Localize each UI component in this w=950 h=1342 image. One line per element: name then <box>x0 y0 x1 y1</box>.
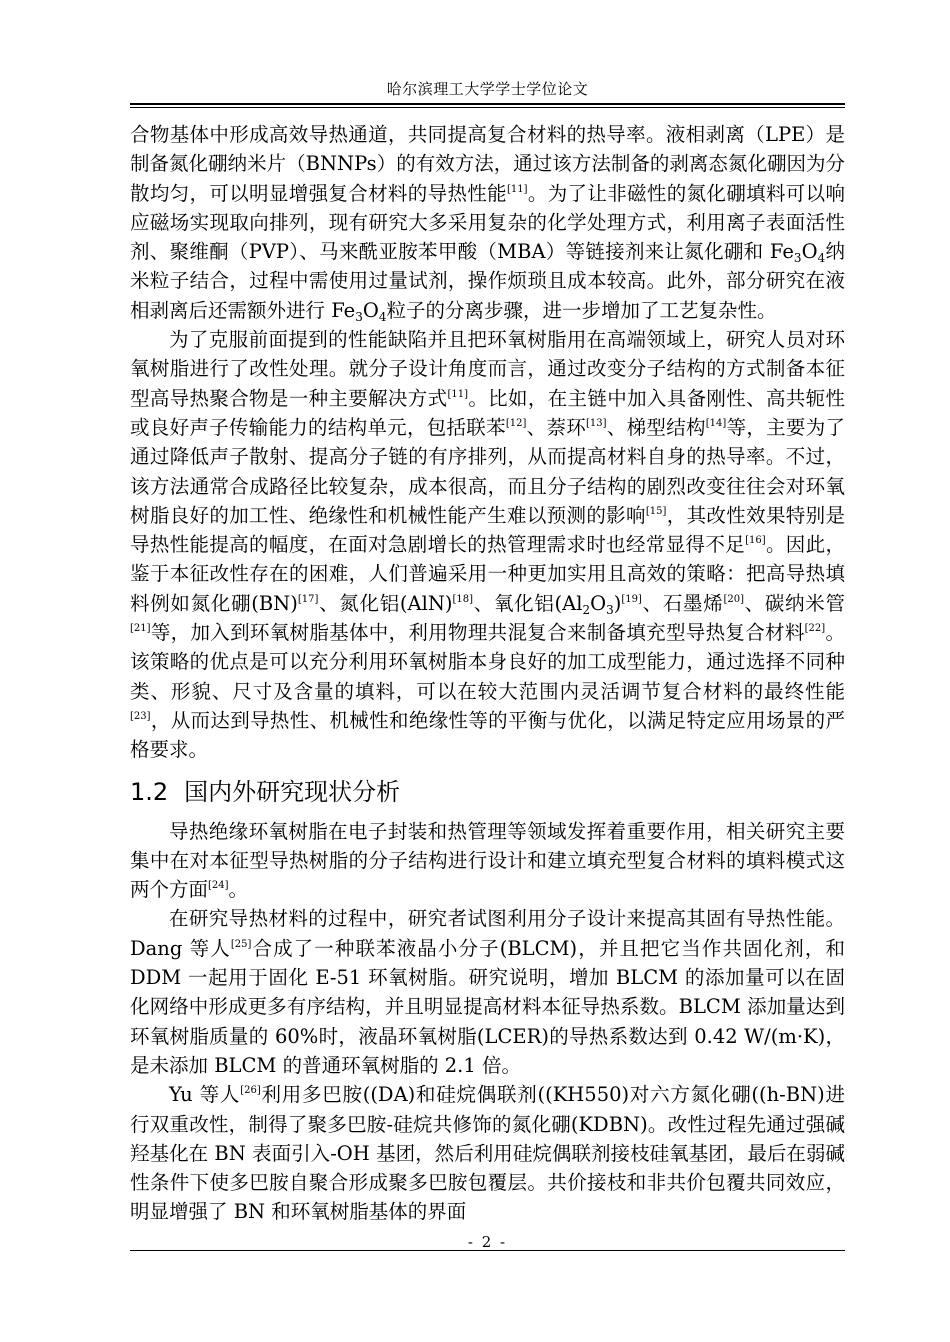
text-run: 粒子的分离步骤，进一步增加了工艺复杂性。 <box>386 298 777 322</box>
text-run: 、石墨烯 <box>641 591 724 615</box>
citation-ref: [15] <box>645 505 667 517</box>
citation-ref: [16] <box>745 535 766 547</box>
header-rule-thick <box>130 103 845 105</box>
citation-ref: [19] <box>621 593 642 605</box>
citation-ref: [25] <box>230 938 252 950</box>
text-run: 利用多巴胺((DA)和硅烷偶联剂((KH550)对六方氮化硼((h-BN)进行双重改性，制得了聚多巴胺-硅烷共修饰的氮化硼(KDBN)。改性过程先通过强碱羟基化在 BN 表面引入-OH 基团，然后利用硅烷偶联剂接枝硅氧基团，最后在弱碱性条件下使多巴胺自聚合形成聚多巴胺包覆层。共价接枝和非共价包覆共同效应，明显增强了 BN 和环氧树脂基体的界面 <box>130 1083 845 1224</box>
citation-ref: [20] <box>723 593 744 605</box>
citation-ref: [13] <box>586 417 607 429</box>
text-run: O <box>362 298 379 322</box>
text-run: 。为了让非磁性的氮化硼填料可以响应磁场实现取向排列，现有研究大多采用复杂的化学处理方式，利用离子表面活性剂、聚维酮（PVP）、马来酰亚胺苯甲酸（MBA）等链接剂来让氮化硼和 Fe <box>130 181 845 264</box>
citation-ref: [23] <box>130 710 151 722</box>
text-run: 合成了一种联苯液晶小分子(BLCM)，并且把它当作共固化剂，和 DDM 一起用于固化 E-51 环氧树脂。研究说明，增加 BLCM 的添加量可以在固化网络中形成更多有序结构，并且明显提高材料本征导热系数。BLCM 添加量达到环氧树脂质量的 60%时，液晶环氧树脂(LCER)的导热系数达到 0.42 W/(m·K)，是未添加 BLCM 的普通环氧树脂的 2.1 倍。 <box>130 936 845 1077</box>
citation-ref: [11] <box>447 388 468 400</box>
paragraph <box>130 904 845 1080</box>
text-run: 、梯型结构 <box>606 415 706 439</box>
text-run: 。该策略的优点是可以充分利用环氧树脂本身良好的加工成型能力，通过选择不同种类、形貌、尺寸及含量的填料，可以在较大范围内灵活调节复合材料的最终性能 <box>130 621 845 703</box>
citation-ref: [22] <box>804 623 826 635</box>
text-run: 合物基体中形成高效导热通道，共同提高复合材料的热导率。液相剥离（LPE）是制备氮化硼纳米片（BNNPs）的有效方法，通过该方法制备的剥离态氮化硼因为分散均匀，可以明显增强复合材料的导热性能 <box>130 123 845 205</box>
text-run: 、氮化铝(AlN) <box>318 591 453 615</box>
text-run: 、氧化铝(Al <box>473 591 583 615</box>
text-run: O <box>590 591 607 615</box>
text-run: 在研究导热材料的过程中，研究者试图利用分子设计来提高其固有导热性能。Dang 等人 <box>130 907 845 960</box>
paragraph-group-research <box>130 817 845 1227</box>
citation-ref: [21] <box>130 623 151 635</box>
paragraph-group-intro <box>130 120 845 765</box>
text-run: 等，主要为了通过降低声子散射、提高分子链的有序排列，从而提高材料自身的热导率。不过，该方法通常合成路径比较复杂，成本很高，而且分子结构的剧烈改变往往会对环氧树脂良好的加工性、绝缘性和机械性能产生难以预测的影响 <box>130 415 845 527</box>
text-run: 、萘环 <box>526 415 587 439</box>
text-run: ，其改性效果特别是导热性能提高的幅度，在面对急剧增长的热管理需求时也经常显得不足 <box>130 503 845 557</box>
section-number: 1.2 <box>130 777 169 806</box>
paragraph <box>130 120 845 325</box>
citation-ref: [26] <box>240 1085 261 1097</box>
text-run: 。比如，在主链中加入具备刚性、高共轭性或良好声子传输能力的结构单元，包括联苯 <box>130 386 845 439</box>
subscript: 3 <box>793 251 802 266</box>
subscript: 3 <box>355 309 363 324</box>
text-run: 、碳纳米管 <box>743 591 845 615</box>
text-run: 。因此，鉴于本征改性存在的困难，人们普遍采用一种更加实用且高效的策略：把高导热填料例如氮化硼(BN) <box>130 533 845 615</box>
paragraph <box>130 1080 845 1226</box>
text-run: ) <box>613 591 622 615</box>
header-rule-thin <box>130 107 845 108</box>
citation-ref: [17] <box>297 593 319 605</box>
text-run: 导热绝缘环氧树脂在电子封装和热管理等领域发挥着重要作用，相关研究主要集中在对本征型导热树脂的分子结构进行设计和建立填充型复合材料的填料模式这两个方面 <box>130 819 845 902</box>
subscript: 2 <box>582 602 591 617</box>
subscript: 4 <box>378 309 387 324</box>
page-header: 哈尔滨理工大学学士学位论文 <box>386 80 589 98</box>
section-title: 国内外研究现状分析 <box>184 777 401 806</box>
subscript: 4 <box>817 251 826 266</box>
paragraph <box>130 817 845 905</box>
text-run: 为了克服前面提到的性能缺陷并且把环氧树脂用在高端领域上，研究人员对环氧树脂进行了改性处理。就分子设计角度而言，通过改变分子结构的方式制备本征型高导热聚合物是一种主要解决方式 <box>130 328 845 410</box>
page-number: - 2 - <box>467 1233 508 1251</box>
subscript: 3 <box>606 602 614 617</box>
footer-rule <box>130 1250 845 1251</box>
text-run: O <box>801 240 818 264</box>
citation-ref: [12] <box>505 417 527 429</box>
citation-ref: [18] <box>452 593 474 605</box>
text-run: ，从而达到导热性、机械性和绝缘性等的平衡与优化，以满足特定应用场景的严格要求。 <box>130 708 845 762</box>
text-run: 等，加入到环氧树脂基体中，利用物理共混复合来制备填充型导热复合材料 <box>150 621 805 645</box>
section-heading <box>130 767 845 817</box>
text-run: Yu 等人 <box>169 1083 241 1107</box>
citation-ref: [14] <box>705 417 727 429</box>
page-body <box>130 120 845 1227</box>
citation-ref: [24] <box>208 880 229 892</box>
paragraph <box>130 325 845 764</box>
citation-ref: [11] <box>506 183 528 195</box>
text-run: 纳米粒子结合，过程中需使用过量试剂，操作烦琐且成本较高。此外，部分研究在液相剥离后还需额外进行 Fe <box>130 240 845 322</box>
text-run: 。 <box>228 878 249 902</box>
